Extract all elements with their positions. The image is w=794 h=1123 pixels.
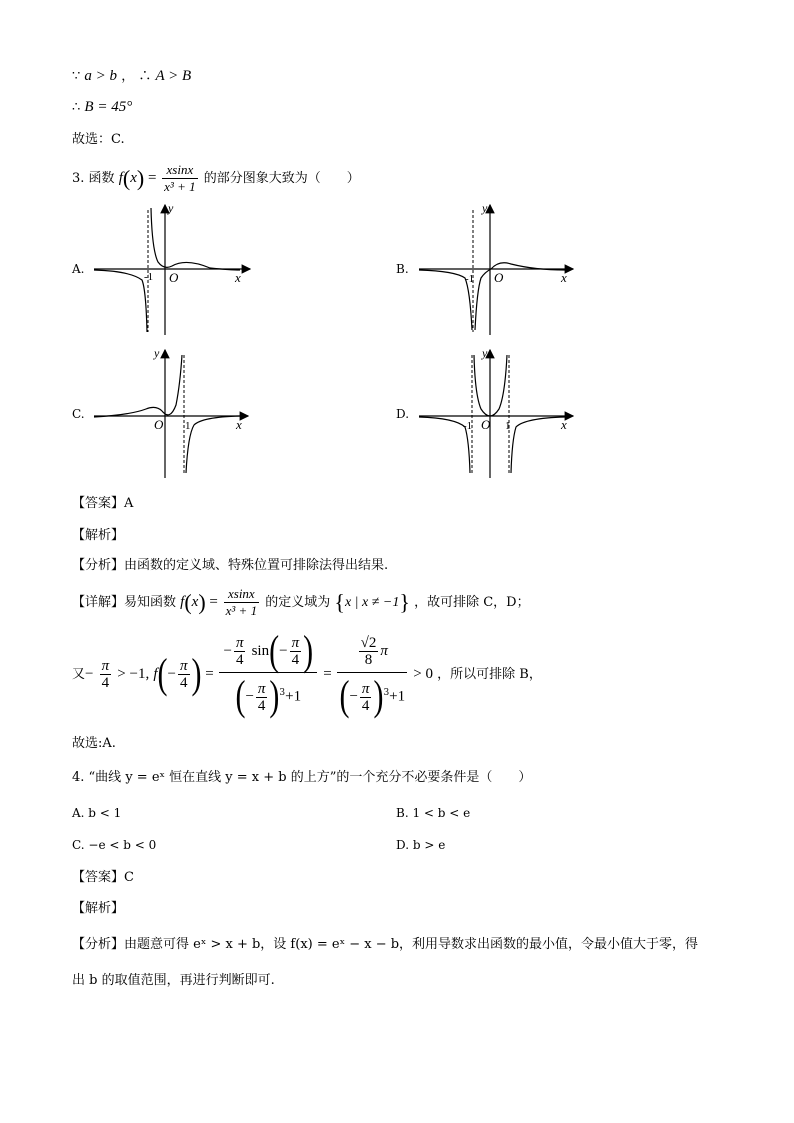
svg-text:O: O [481, 417, 491, 432]
fenxi-q3: 【分析】由函数的定义域、特殊位置可排除法得出结果. [72, 558, 389, 573]
answer-q4: 【答案】C [72, 870, 134, 885]
guxuan-q3: 故选:A. [72, 736, 116, 751]
big-frac-1: − $\frac{\pi}{4}$ sin(− $\frac{\pi}{4}$ ) (− $\frac{\pi}{4}$ )$^3$+1 [219, 631, 317, 717]
graph-d [415, 345, 585, 485]
svg-text:x: x [236, 417, 242, 432]
svg-text:x: x [561, 270, 567, 285]
graph-a [90, 200, 260, 340]
question-4: 4. “曲线 y = eˣ 恒在直线 y = x + b 的上方”的一个充分不必要条件是（ ） [72, 770, 532, 785]
svg-text:-1: -1 [465, 273, 475, 285]
svg-text:y: y [482, 201, 488, 215]
you-line: 又− $\frac{\pi}{4}$ > −1, f(− $\frac{\pi}{4}$ ) = − $\frac{\pi}{4}$ sin(− $\frac{\pi}{4}$ ) (− $\frac{\pi}{4}$ )$^3$+1 = $\frac{√2}{8}$ π (− $\frac{\pi}{4}$ )$^3$+1 > 0 ，所以可排除 B， [72, 628, 542, 720]
svg-text:y: y [482, 346, 488, 360]
line-because: ∵ a > b ， ∴ A > B [72, 68, 192, 84]
option-d-q4: D. b > e [396, 838, 446, 852]
option-label-c: C. [72, 407, 85, 421]
A-gt-B: A > B [155, 68, 192, 84]
option-label-a: A. [72, 262, 85, 276]
answer-select-c: 故选：C. [72, 132, 125, 147]
svg-text:x: x [235, 270, 241, 285]
option-c-q4: C. −e < b < 0 [72, 838, 157, 852]
fenxi-q4-line2: 出 b 的取值范围，再进行判断即可. [72, 973, 275, 988]
xiangjie-q3: 【详解】易知函数 f(x) = $\frac{xsinx}{\text{x³ + 1}}$ 的定义域为 {x | x ≠ −1} ，故可排除 C，D； [72, 586, 530, 618]
jiexi-q4: 【解析】 [72, 901, 125, 916]
option-a-q4: A. b < 1 [72, 806, 122, 820]
line-B-45: ∴ B = 45° [72, 99, 133, 115]
option-b-q4: B. 1 < b < e [396, 806, 471, 820]
svg-text:x: x [561, 417, 567, 432]
svg-text:1: 1 [185, 420, 191, 432]
svg-text:-1: -1 [463, 420, 473, 432]
svg-text:-1: -1 [144, 271, 154, 283]
question-3: 3. 函数 f(x) = $\frac{xsinx}{\text{x³ + 1}}$ 的部分图象大致为（ ） [72, 162, 360, 194]
svg-text:y: y [168, 201, 174, 215]
a-gt-b: a > b [84, 68, 118, 84]
option-label-d: D. [396, 407, 410, 421]
q3-fraction: $\frac{xsinx}{\text{x³ + 1}}$ [164, 162, 196, 194]
fenxi-q4-line1: 【分析】由题意可得 eˣ > x + b，设 f(x) = eˣ − x − b，利用导数求出函数的最小值，令最小值大于零，得 [72, 937, 699, 952]
graph-b [415, 200, 585, 340]
svg-text:y: y [154, 346, 160, 360]
svg-text:O: O [494, 270, 504, 285]
graph-c [90, 345, 260, 485]
big-frac-2: $\frac{√2}{8}$ π (− $\frac{\pi}{4}$ )$^3$+1 [337, 631, 407, 717]
option-label-b: B. [396, 262, 409, 276]
answer-q3: 【答案】A [72, 496, 134, 511]
svg-text:1: 1 [505, 420, 511, 432]
jiexi-q3: 【解析】 [72, 528, 125, 543]
svg-text:O: O [154, 417, 164, 432]
svg-text:O: O [169, 270, 179, 285]
